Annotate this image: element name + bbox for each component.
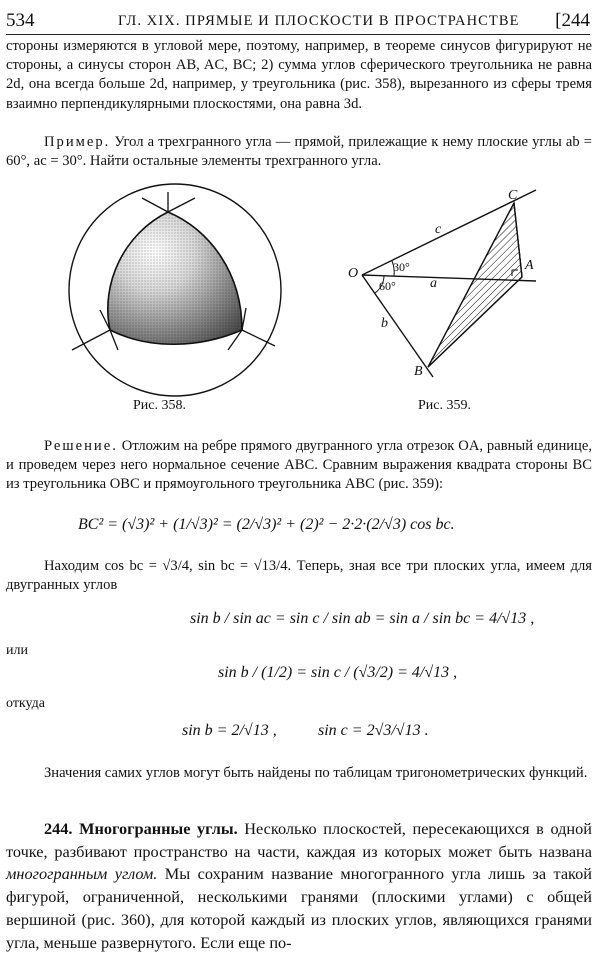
find-paragraph [6, 557, 592, 595]
find-text: Находим cos bc = √3/4, sin bc = √13/4. Теперь, зная все три плоских угла, имеем для двугранных углов [6, 558, 592, 594]
formula-sin-b: sin b = 2/√13 , [182, 722, 277, 739]
page-number: 534 [6, 10, 35, 31]
fig359-label-B: B [414, 364, 423, 379]
section-244-text-1: Несколько плоскостей, пересекающихся в одной точке, разбивают пространство на части, каждая из которых может быть названа [6, 819, 592, 861]
formula-bc-squared: BC² = (√3)² + (1/√3)² = (2/√3)² + (2)² − 2·2·(2/√3) cos bc. [78, 516, 455, 533]
formula-sine-theorem: sin b / sin ac = sin c / sin ab = sin a / sin bc = 4/√13 , [190, 610, 535, 627]
section-number: [244 [555, 10, 590, 31]
fig359-label-a: a [430, 276, 437, 291]
figure-359-trihedral-angle [338, 185, 548, 385]
fig359-angle-30: 30° [393, 260, 410, 274]
formula-substituted: sin b / (1/2) = sin c / (√3/2) = 4/√13 , [218, 664, 458, 681]
section-244 [6, 818, 592, 954]
section-244-title: 244. Многогранные углы. [44, 819, 238, 838]
formula-sin-c: sin c = 2√3/√13 . [318, 722, 429, 739]
page-header [6, 8, 590, 34]
figure-358-caption: Рис. 358. [133, 398, 186, 413]
fig359-label-C: C [508, 188, 518, 203]
section-244-term: многогранным углом. [6, 864, 158, 884]
solution-paragraph [6, 437, 592, 495]
intro-text: стороны измеряются в угловой мере, поэтому, например, в теореме синусов фигурируют не стороны, а синусы сторон AB, AC, BC; 2) сумма углов сферического треугольника не равна 2d, она всегда больше 2d, например, у треугольника (рис. 358), вырезанного из сферы тремя взаимно перпендикулярными плоскостями, она равна 3d. [6, 38, 592, 112]
closing-paragraph [6, 764, 592, 783]
example-text: Угол a трехгранного угла — прямой, прилежащие к нему плоские углы ab = 60°, ac = 30°. Найти остальные элементы трехгранного угла. [6, 134, 592, 170]
example-paragraph [6, 133, 592, 171]
figure-358-spherical-triangle [60, 178, 290, 403]
fig359-label-O: O [348, 266, 359, 281]
fig359-label-c: c [435, 222, 442, 237]
section-244-text-2: Мы сохраним название многогранного угла лишь за такой фигурой, ограниченной, несколькими гранями (плоскими углами) с общей вершиной (рис. 360), для которой каждый из плоских углов, являющихся гранями угла, меньше развернутого. Если еще по- [6, 864, 592, 952]
solution-text: Отложим на ребре прямого двугранного угла отрезок OA, равный единице, и проведем через него нормальное сечение ABC. Сравним выражения квадрата стороны BC из треугольника OBC и прямоугольного треугольника ABC (рис. 359): [6, 438, 592, 493]
fig359-label-A: A [525, 258, 534, 273]
header-rule [6, 34, 590, 35]
fig359-angle-60: 60° [379, 279, 396, 293]
solution-lead: Решение. [44, 438, 118, 454]
running-head: ГЛ. XIX. ПРЯМЫЕ И ПЛОСКОСТИ В ПРОСТРАНСТВЕ [118, 13, 520, 29]
word-whence: откуда [6, 696, 45, 711]
closing-text: Значения самих углов могут быть найдены по таблицам тригонометрических функций. [44, 765, 588, 781]
intro-paragraph [6, 37, 592, 114]
example-lead: Пример. [44, 134, 111, 150]
word-or: или [6, 643, 28, 658]
fig359-label-b: b [381, 316, 388, 331]
figure-359-caption: Рис. 359. [418, 398, 471, 413]
